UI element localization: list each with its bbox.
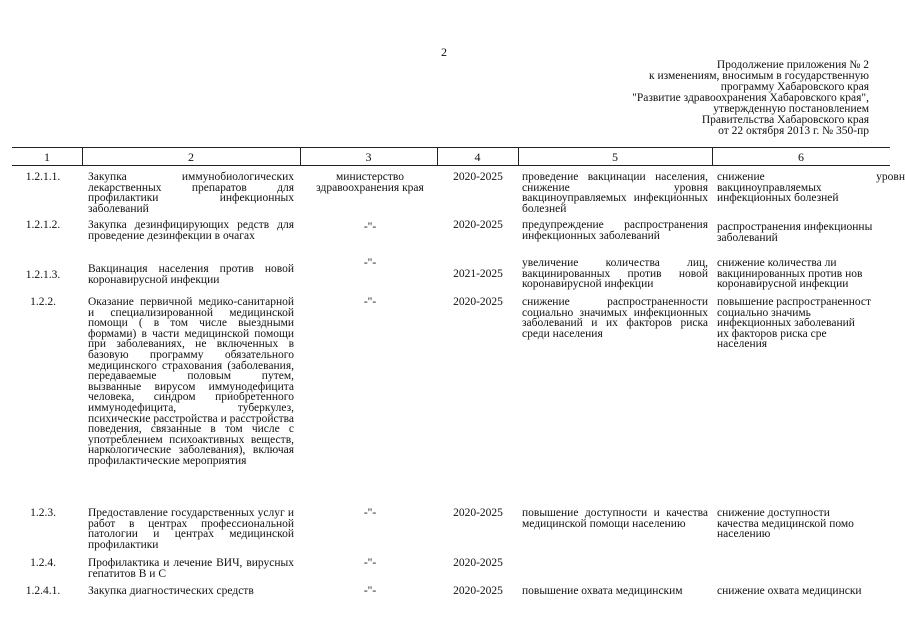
row-number: 1.2.1.2. xyxy=(25,219,61,231)
risk-line: снижение доступности xyxy=(717,508,830,519)
period: 2021-2025 xyxy=(453,268,503,280)
risk-line: снижение количества ли xyxy=(717,258,837,269)
risk-consequence xyxy=(717,172,905,204)
column-header-6: 6 xyxy=(798,150,804,164)
period: 2020-2025 xyxy=(453,507,503,519)
risk-line: снижение уровн xyxy=(717,172,905,183)
risk-line: вакцинированных против нов xyxy=(717,267,863,280)
column-header-1: 1 xyxy=(44,150,50,164)
column-header-2: 2 xyxy=(188,150,194,164)
risk-line: снижение охвата медицински xyxy=(717,586,862,597)
table-top-rule xyxy=(12,147,890,148)
expected-result: предупреждение распространения инфекционных заболеваний xyxy=(522,219,708,242)
expected-result: повышение охвата медицинским xyxy=(522,585,683,597)
risk-line: социально значимь xyxy=(717,306,811,319)
row-number: 1.2.4. xyxy=(30,557,56,569)
risk-line: вакциноуправляемых xyxy=(717,181,822,194)
risk-line: населению xyxy=(717,528,771,540)
appendix-line: "Развитие здравоохранения Хабаровского края", xyxy=(632,92,869,104)
risk-line: качества медицинской помо xyxy=(717,517,854,530)
measure-name: Предоставление государственных услуг и работ в центрах профессиональной патологии и центрах медицинской профилактики xyxy=(88,507,294,551)
expected-result: повышение доступности и качества медицинской помощи населению xyxy=(522,507,708,530)
risk-line: населения xyxy=(717,338,768,350)
measure-name: Оказание первичной медико-санитарной и специализированной медицинской помощи ( в том числе выездными формами) в части медицинской помощи при заболеваниях, не включенных в базовую программу обязательного медицинского страхования (заболевания, передаваемые половым путем, вызванные вирусом иммунодефицита человека, синдром приобретенного иммунодефицита, туберкулез, психические расстройства и расстройства поведения, связанные в том числе с употреблением психоактивных веществ, наркологические заболевания), включая профилактические мероприятия xyxy=(88,296,295,467)
expected-result: увеличение количества лиц, вакцинированных против новой коронавирусной инфекции xyxy=(522,257,708,291)
executor: -"- xyxy=(363,557,377,569)
risk-line: их факторов риска сре xyxy=(717,327,827,340)
risk-line: распространения инфекционны xyxy=(717,222,873,233)
expected-result: проведение вакцинации населения, снижение уровня вакциноуправляемых инфекционных болезней xyxy=(522,171,708,215)
risk-consequence xyxy=(717,222,905,243)
executor: -"- xyxy=(363,221,377,233)
executor: -"- xyxy=(363,585,377,597)
column-header-5: 5 xyxy=(612,150,618,164)
row-number: 1.2.4.1. xyxy=(25,585,61,597)
measure-name: Профилактика и лечение ВИЧ, вирусных гепатитов В и С xyxy=(88,557,294,580)
measure-name: Закупка диагностических средств xyxy=(88,585,254,597)
risk-line: коронавирусной инфекции xyxy=(717,278,849,290)
appendix-line: от 22 октября 2013 г. № 350-пр xyxy=(718,125,869,137)
risk-line: повышение распространенност xyxy=(717,297,872,308)
expected-result: снижение распространенности социально значимых инфекционных заболеваний и их факторов риска среди населения xyxy=(522,296,708,340)
row-number: 1.2.3. xyxy=(30,507,56,519)
risk-line: инфекционных заболеваний xyxy=(717,317,855,330)
period: 2020-2025 xyxy=(453,219,503,231)
executor: министерство здравоохранения края xyxy=(316,171,424,194)
appendix-line: к изменениям, вносимым в государственную xyxy=(649,70,869,82)
row-number: 1.2.2. xyxy=(30,296,56,308)
measure-name: Закупка дезинфицирующих редств для проведение дезинфекции в очагах xyxy=(88,219,294,242)
executor: -"- xyxy=(363,296,377,308)
column-header-4: 4 xyxy=(474,150,481,164)
table-header-rule xyxy=(12,165,890,166)
risk-consequence xyxy=(717,586,905,597)
risk-consequence xyxy=(717,258,905,290)
measure-name: Закупка иммунобиологических лекарственных препаратов для профилактики инфекционных заболеваний xyxy=(88,171,294,215)
period: 2020-2025 xyxy=(453,557,503,569)
period: 2020-2025 xyxy=(453,296,503,308)
risk-line: инфекционных болезней xyxy=(717,192,839,204)
risk-consequence xyxy=(717,508,905,540)
row-number: 1.2.1.1. xyxy=(25,171,61,183)
period: 2020-2025 xyxy=(453,585,503,597)
row-number: 1.2.1.3. xyxy=(25,269,61,281)
column-header-3: 3 xyxy=(365,150,372,164)
measure-name: Вакцинация населения против новой коронавирусной инфекции xyxy=(88,263,294,286)
executor: -"- xyxy=(363,257,377,269)
appendix-header xyxy=(539,60,869,137)
period: 2020-2025 xyxy=(453,171,503,183)
page-number: 2 xyxy=(441,45,447,59)
appendix-line: Продолжение приложения № 2 xyxy=(716,59,869,71)
risk-consequence xyxy=(717,297,905,350)
appendix-line: утвержденную постановлением xyxy=(713,103,869,115)
appendix-line: Правительства Хабаровского края xyxy=(701,114,869,126)
risk-line: заболеваний xyxy=(717,231,778,244)
appendix-line: программу Хабаровского края xyxy=(720,81,869,93)
executor: -"- xyxy=(363,507,377,519)
